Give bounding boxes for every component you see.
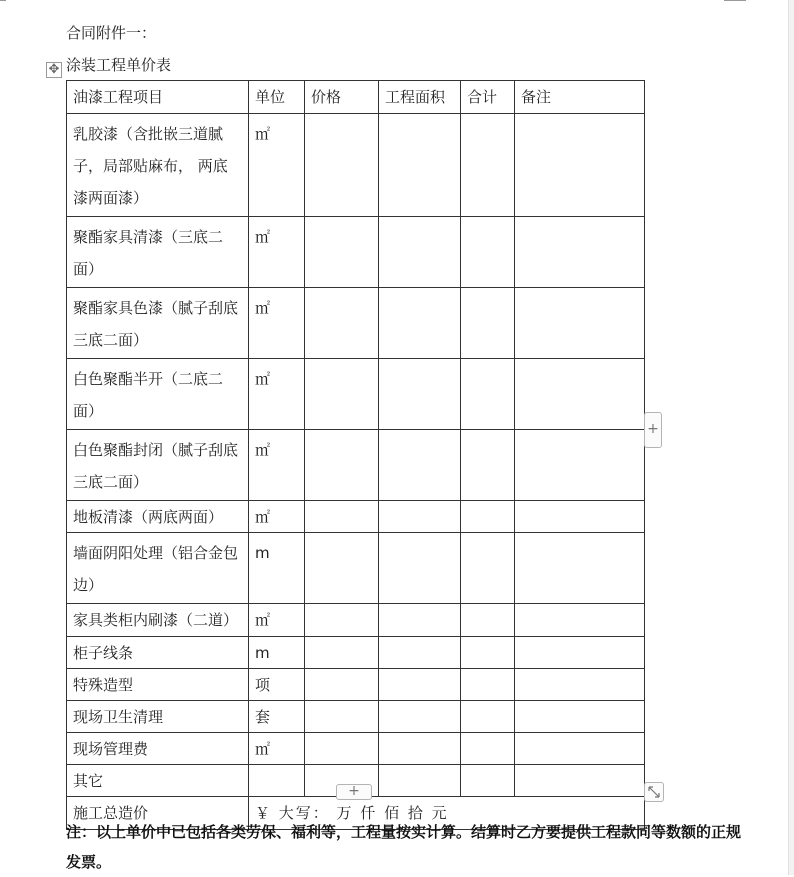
table-row [67,359,645,430]
note-cell[interactable] [515,533,645,604]
unit-cell[interactable]: ㎡ [249,733,305,765]
item-cell[interactable]: 白色聚酯封闭（腻子刮底三底二面） [67,430,249,501]
page-corner-mark [0,0,6,3]
note-cell[interactable] [515,501,645,533]
table-header-row [67,81,645,114]
table-resize-icon[interactable] [644,782,664,802]
total-cell[interactable] [461,430,515,501]
unit-cell[interactable]: 项 [249,669,305,701]
header-price[interactable]: 价格 [305,81,379,114]
item-cell[interactable]: 柜子线条 [67,637,249,669]
total-cell[interactable] [461,765,515,797]
price-cell[interactable] [305,669,379,701]
header-total[interactable]: 合计 [461,81,515,114]
note-cell[interactable] [515,604,645,637]
total-cell[interactable] [461,359,515,430]
table-row [67,114,645,217]
add-column-button[interactable]: + [644,412,662,448]
area-cell[interactable] [379,604,461,637]
price-cell[interactable] [305,114,379,217]
area-cell[interactable] [379,217,461,288]
contract-note: 注：以上单价中已包括各类劳保、福利等，工程量按实计算。结算时乙方要提供工程款同等数额的正规发票。 [66,823,742,871]
header-item[interactable]: 油漆工程项目 [67,81,249,114]
note-cell[interactable] [515,701,645,733]
area-cell[interactable] [379,765,461,797]
total-cell[interactable] [461,501,515,533]
total-amount-cell[interactable]: ￥ 大写： 万 仟 佰 拾 元 [249,797,645,830]
note-cell[interactable] [515,114,645,217]
price-cell[interactable] [305,701,379,733]
area-cell[interactable] [379,114,461,217]
area-cell[interactable] [379,359,461,430]
page-corner-mark [724,0,746,3]
unit-price-table [66,80,645,830]
unit-cell[interactable]: ㎡ [249,359,305,430]
table-row [67,669,645,701]
item-cell[interactable]: 聚酯家具色漆（腻子刮底三底二面） [67,288,249,359]
table-move-handle-icon[interactable]: ✥ [46,62,62,78]
item-cell[interactable]: 家具类柜内刷漆（二道） [67,604,249,637]
header-area[interactable]: 工程面积 [379,81,461,114]
price-cell[interactable] [305,288,379,359]
total-cell[interactable] [461,701,515,733]
item-cell[interactable]: 现场管理费 [67,733,249,765]
total-cell[interactable] [461,533,515,604]
area-cell[interactable] [379,430,461,501]
table-row [67,501,645,533]
total-cell[interactable] [461,733,515,765]
note-cell[interactable] [515,669,645,701]
unit-cell[interactable] [249,765,305,797]
price-cell[interactable] [305,604,379,637]
unit-cell[interactable]: ㎡ [249,604,305,637]
item-cell[interactable]: 特殊造型 [67,669,249,701]
add-row-button[interactable]: + [336,784,372,800]
note-cell[interactable] [515,765,645,797]
area-cell[interactable] [379,701,461,733]
table-row [67,430,645,501]
price-cell[interactable] [305,217,379,288]
price-cell[interactable] [305,501,379,533]
area-cell[interactable] [379,288,461,359]
note-cell[interactable] [515,217,645,288]
unit-cell[interactable]: m [249,637,305,669]
header-unit[interactable]: 单位 [249,81,305,114]
area-cell[interactable] [379,637,461,669]
price-cell[interactable] [305,637,379,669]
total-cell[interactable] [461,114,515,217]
item-cell[interactable]: 其它 [67,765,249,797]
item-cell[interactable]: 现场卫生清理 [67,701,249,733]
price-cell[interactable] [305,359,379,430]
table-row [67,733,645,765]
area-cell[interactable] [379,501,461,533]
area-cell[interactable] [379,733,461,765]
total-label[interactable]: 施工总造价 [67,797,249,830]
total-cell[interactable] [461,604,515,637]
unit-cell[interactable]: ㎡ [249,430,305,501]
item-cell[interactable]: 乳胶漆（含批嵌三道腻子，局部贴麻布， 两底漆两面漆） [67,114,249,217]
unit-cell[interactable]: 套 [249,701,305,733]
area-cell[interactable] [379,669,461,701]
table-row [67,637,645,669]
note-cell[interactable] [515,359,645,430]
total-cell[interactable] [461,637,515,669]
table-title: 涂装工程单价表 [66,56,172,74]
total-cell[interactable] [461,288,515,359]
header-note[interactable]: 备注 [515,81,645,114]
table-row [67,701,645,733]
attachment-heading: 合同附件一： [66,24,157,42]
page-edge [788,0,794,875]
note-cell[interactable] [515,637,645,669]
table-row [67,533,645,604]
price-cell[interactable] [305,733,379,765]
note-cell[interactable] [515,733,645,765]
note-cell[interactable] [515,430,645,501]
total-cell[interactable] [461,217,515,288]
unit-cell[interactable]: ㎡ [249,501,305,533]
table-row [67,288,645,359]
unit-cell[interactable]: ㎡ [249,217,305,288]
area-cell[interactable] [379,533,461,604]
table-row [67,604,645,637]
price-cell[interactable] [305,430,379,501]
table-row [67,217,645,288]
item-cell[interactable]: 聚酯家具清漆（三底二面） [67,217,249,288]
item-cell[interactable]: 白色聚酯半开（二底二面） [67,359,249,430]
resize-arrows-icon [645,783,663,801]
item-cell[interactable]: 墙面阴阳处理（铝合金包边） [67,533,249,604]
total-cell[interactable] [461,669,515,701]
unit-cell[interactable]: ㎡ [249,288,305,359]
note-cell[interactable] [515,288,645,359]
unit-cell[interactable]: m [249,533,305,604]
unit-cell[interactable]: ㎡ [249,114,305,217]
item-cell[interactable]: 地板清漆（两底两面） [67,501,249,533]
price-cell[interactable] [305,533,379,604]
